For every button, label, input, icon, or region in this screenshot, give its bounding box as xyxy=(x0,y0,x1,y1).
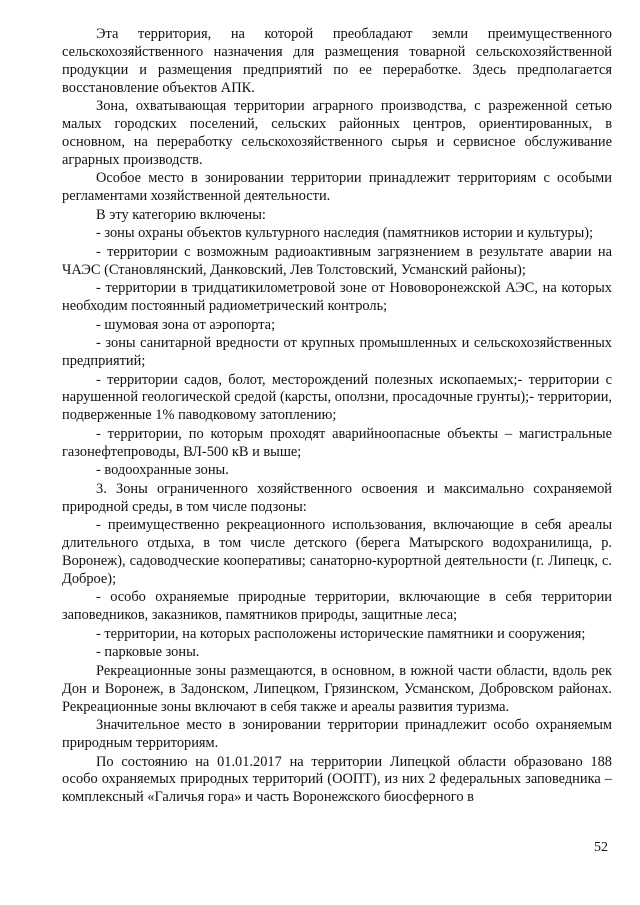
list-item: - шумовая зона от аэропорта; xyxy=(96,316,276,333)
list-item: - водоохранные зоны. xyxy=(96,462,229,479)
paragraph: Эта территория, на которой преобладают земли преимущественного сельскохозяйственного назначения для размещения товарной сельскохозяйственной продукции и размещения предприятий по ее переработке. Здесь предполагается восстановление объектов АПК. xyxy=(62,26,612,96)
document-body xyxy=(62,26,612,808)
paragraph: Значительное место в зонировании территории принадлежит особо охраняемым природным территориям. xyxy=(62,717,612,752)
list-item: - территории в тридцатикилометровой зоне от Нововоронежской АЭС, на которых необходим постоянный радиометрический контроль; xyxy=(62,280,612,315)
list-item: - территории с возможным радиоактивным загрязнением в результате аварии на ЧАЭС (Становлянский, Данковский, Лев Толстовский, Усманский районы); xyxy=(62,243,612,278)
list-item: - зоны санитарной вредности от крупных промышленных и сельскохозяйственных предприятий; xyxy=(62,335,612,370)
page-number: 52 xyxy=(594,840,608,855)
list-item: - преимущественно рекреационного использования, включающие в себя ареалы длительного отдыха, в том числе детского (берега Матырского водохранилища, р. Воронеж), садоводческие кооперативы; санаторно-курортной деятельности (г. Липецк, с. Доброе); xyxy=(62,517,612,587)
paragraph: По состоянию на 01.01.2017 на территории Липецкой области образовано 188 особо охраняемых природных территорий (ООПТ), из них 2 федеральных заповедника – комплексный «Галичья гора» и часть Воронежского биосферного в xyxy=(62,753,612,806)
list-item: - территории, на которых расположены исторические памятники и сооружения; xyxy=(96,625,586,642)
paragraph: 3. Зоны ограниченного хозяйственного освоения и максимально сохраняемой природной среды, в том числе подзоны: xyxy=(62,480,612,515)
list-item: - территории садов, болот, месторождений полезных ископаемых;- территории с нарушенной геологической средой (карсты, оползни, просадочные грунты);- территории, подверженные 1% паводковому затоплению; xyxy=(62,371,612,424)
list-item: - парковые зоны. xyxy=(96,644,200,661)
list-item: - территории, по которым проходят аварийноопасные объекты – магистральные газонефтепроводы, ВЛ-500 кВ и выше; xyxy=(62,425,612,460)
paragraph: Зона, охватывающая территории аграрного производства, с разреженной сетью малых городских поселений, сельских районных центров, ориентированных, в основном, на переработку сельскохозяйственного сырья и сервисное обслуживание аграрных производств. xyxy=(62,98,612,168)
paragraph: Рекреационные зоны размещаются, в основном, в южной части области, вдоль рек Дон и Воронеж, в Задонском, Липецком, Грязинском, Усманском, Добровском районах. Рекреационные зоны включают в себя также и ареалы развития туризма. xyxy=(62,662,612,715)
list-item: - особо охраняемые природные территории, включающие в себя территории заповедников, заказников, памятников природы, защитные леса; xyxy=(62,589,612,624)
paragraph: В эту категорию включены: xyxy=(96,206,266,223)
paragraph: Особое место в зонировании территории принадлежит территориям с особыми регламентами хозяйственной деятельности. xyxy=(62,170,612,205)
list-item: - зоны охраны объектов культурного наследия (памятников истории и культуры); xyxy=(96,225,594,242)
